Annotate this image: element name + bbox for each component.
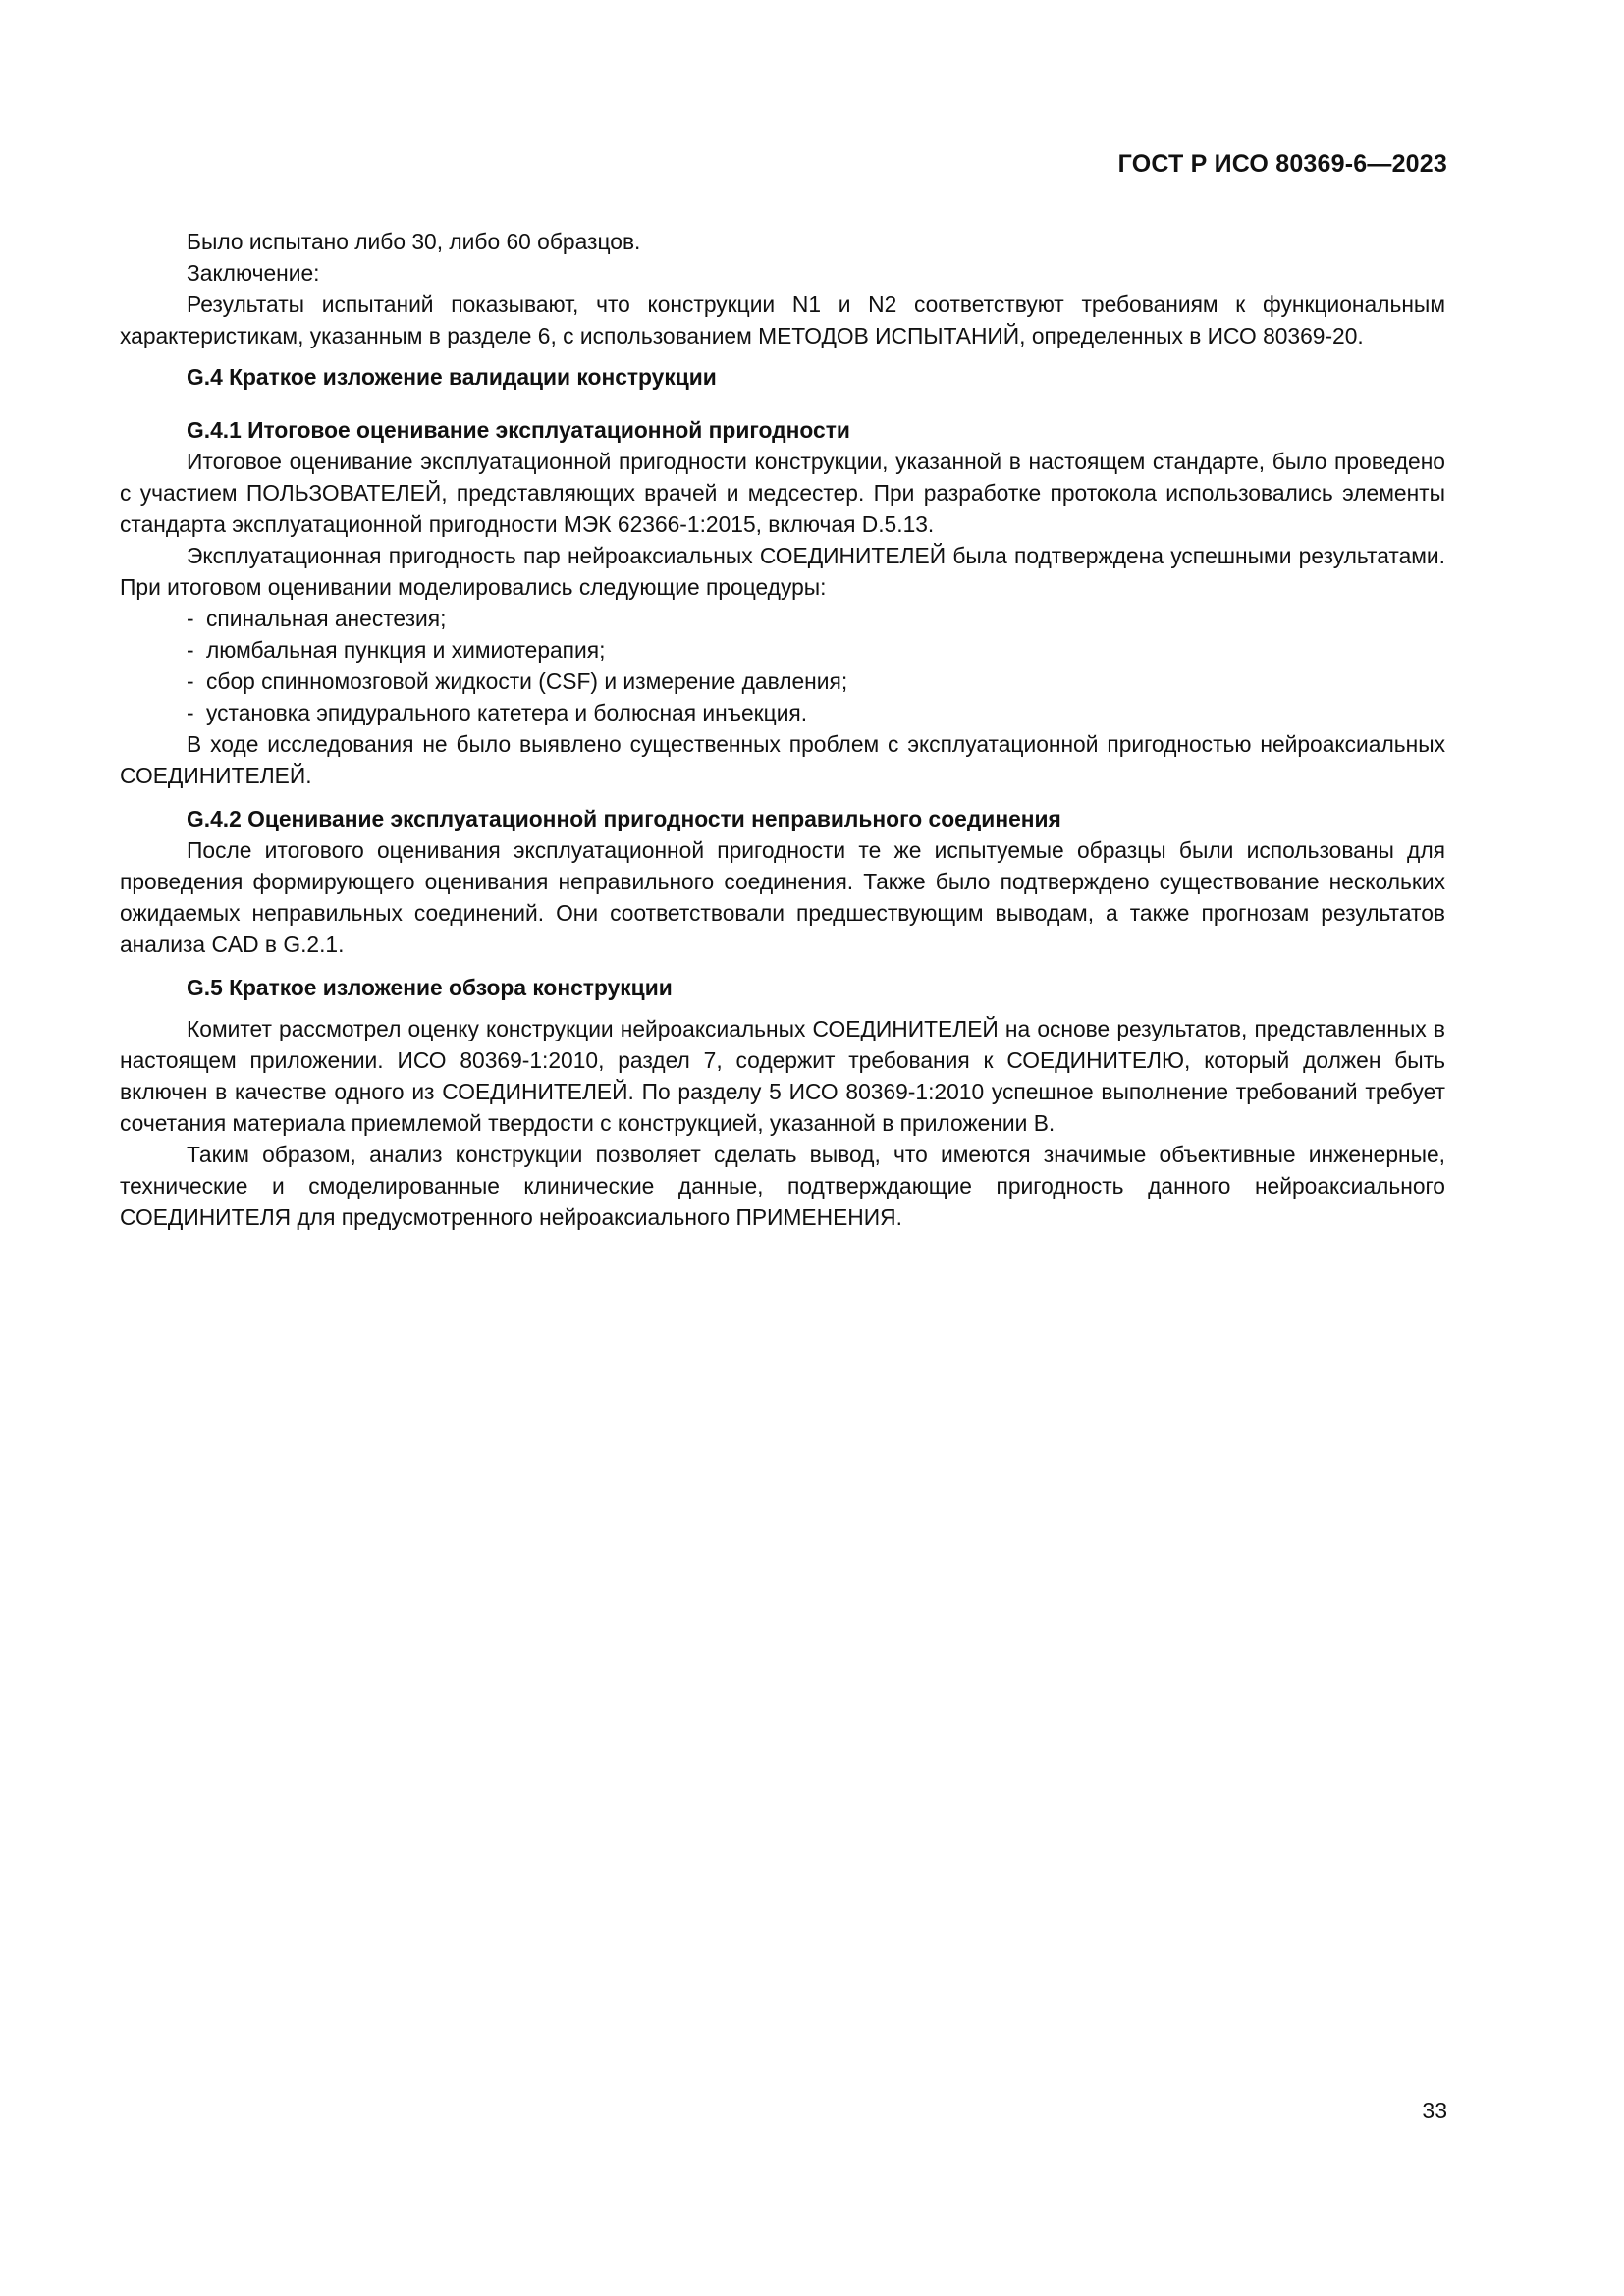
intro-paragraph: Результаты испытаний показывают, что конструкции N1 и N2 соответствуют требованиям к функциональным характеристикам, указанным в разделе 6, с использованием МЕТОДОВ ИСПЫТАНИЙ, определенных в ИСО 80369-20. [120,292,1445,348]
body-paragraph: После итогового оценивания эксплуатационной пригодности те же испытуемые образцы были использованы для проведения формирующего оценивания неправильного соединения. Также было подтверждено существование нескольких ожидаемых неправильных соединений. Они соответствовали предшествующим выводам, а также прогнозам результатов анализа CAD в G.2.1. [120,837,1445,957]
list-item-text: сбор спинномозговой жидкости (CSF) и измерение давления; [206,668,848,694]
procedure-list [120,603,1445,728]
dash-marker: - [187,637,194,663]
intro-paragraph: Заключение: [187,260,320,286]
section-heading-g5: G.5 Краткое изложение обзора конструкции [187,975,673,1000]
list-item [187,634,1445,666]
body-paragraph: Таким образом, анализ конструкции позволяет сделать вывод, что имеются значимые объективные инженерные, технические и смоделированные клинические данные, подтверждающие пригодность данного нейроаксиального СОЕДИНИТЕЛЯ для предусмотренного нейроаксиального ПРИМЕНЕНИЯ. [120,1142,1445,1230]
section-heading-g4-2: G.4.2 Оценивание эксплуатационной пригодности неправильного соединения [187,806,1061,831]
section-heading-g4: G.4 Краткое изложение валидации конструкции [187,364,717,390]
body-paragraph: Комитет рассмотрел оценку конструкции нейроаксиальных СОЕДИНИТЕЛЕЙ на основе результатов, представленных в настоящем приложении. ИСО 80369-1:2010, раздел 7, содержит требования к СОЕДИНИТЕЛЮ, который должен быть включен в качестве одного из СОЕДИНИТЕЛЕЙ. По разделу 5 ИСО 80369-1:2010 успешное выполнение требований требует сочетания материала приемлемой твердости с конструкцией, указанной в приложении В. [120,1016,1445,1136]
page-number: 33 [1422,2098,1447,2123]
list-item-text: люмбальная пункция и химиотерапия; [206,637,606,663]
section-heading-g4-1: G.4.1 Итоговое оценивание эксплуатационной пригодности [187,417,850,443]
dash-marker: - [187,668,194,694]
list-item-text: установка эпидурального катетера и болюсная инъекция. [206,700,808,725]
list-item [187,603,1445,634]
body-paragraph: Итоговое оценивание эксплуатационной пригодности конструкции, указанной в настоящем стандарте, было проведено с участием ПОЛЬЗОВАТЕЛЕЙ, представляющих врачей и медсестер. При разработке протокола использовались элементы стандарта эксплуатационной пригодности МЭК 62366-1:2015, включая D.5.13. [120,449,1445,537]
page-content [120,226,1445,1233]
list-item [187,666,1445,697]
body-paragraph: Эксплуатационная пригодность пар нейроаксиальных СОЕДИНИТЕЛЕЙ была подтверждена успешными результатами. При итоговом оценивании моделировались следующие процедуры: [120,543,1445,600]
body-paragraph: В ходе исследования не было выявлено существенных проблем с эксплуатационной пригодностью нейроаксиальных СОЕДИНИТЕЛЕЙ. [120,731,1445,788]
document-code: ГОСТ Р ИСО 80369-6—2023 [1117,150,1447,178]
dash-marker: - [187,700,194,725]
dash-marker: - [187,606,194,631]
list-item [187,697,1445,728]
intro-paragraph: Было испытано либо 30, либо 60 образцов. [187,229,641,254]
list-item-text: спинальная анестезия; [206,606,447,631]
